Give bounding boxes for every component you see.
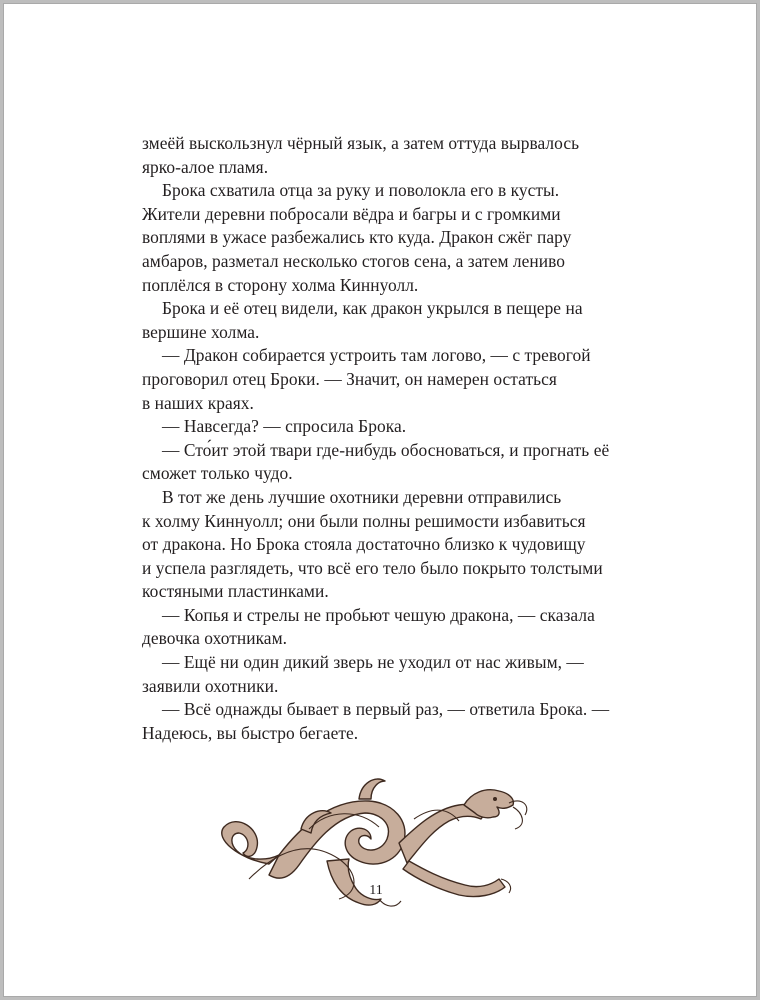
- text-line: девочка охотникам.: [142, 628, 288, 649]
- text-line: В тот же день лучшие охотники деревни отправились: [162, 486, 562, 507]
- text-line: Брока и её отец видели, как дракон укрылся в пещере на: [162, 298, 583, 319]
- text-line: — Всё однажды бывает в первый раз, — ответила Брока. —: [162, 699, 610, 720]
- text-line: Надеюсь, вы быстро бегаете.: [142, 722, 359, 743]
- text-line: заявили охотники.: [142, 675, 279, 696]
- text-line: — Сто́ит этой твари где-нибудь обосноваться, и прогнать её: [162, 439, 610, 460]
- text-line: и успела разглядеть, что всё его тело было покрыто толстыми: [142, 557, 603, 578]
- text-line: от дракона. Но Брока стояла достаточно близко к чудовищу: [142, 534, 586, 555]
- text-line: — Копья и стрелы не пробьют чешую дракона, — сказала: [162, 604, 595, 625]
- text-line: змеёй выскользнул чёрный язык, а затем оттуда вырвалось: [142, 133, 580, 153]
- text-line: сможет только чудо.: [142, 463, 293, 484]
- text-line: Брока схватила отца за руку и поволокла его в кусты.: [162, 180, 560, 201]
- text-line: проговорил отец Броки. — Значит, он намерен остаться: [142, 368, 557, 389]
- text-line: поплёлся в сторону холма Киннуолл.: [142, 274, 419, 295]
- text-line: — Навсегда? — спросила Брока.: [162, 416, 407, 437]
- text-line: костяными пластинками.: [142, 581, 329, 602]
- text-line: в наших краях.: [142, 392, 254, 413]
- book-page: [3, 3, 757, 997]
- text-line: к холму Киннуолл; они были полны решимости избавиться: [142, 510, 586, 531]
- text-line: вершине холма.: [142, 321, 260, 342]
- text-line: ярко-алое пламя.: [142, 156, 269, 177]
- text-line: воплями в ужасе разбежались кто куда. Дракон сжёг пару: [142, 227, 572, 248]
- page-number: 11: [369, 883, 383, 898]
- text-line: Жители деревни побросали вёдра и багры и с громкими: [142, 203, 561, 224]
- text-line: — Дракон собирается устроить там логово, — с тревогой: [162, 345, 591, 366]
- text-line: — Ещё ни один дикий зверь не уходил от нас живым, —: [162, 652, 584, 673]
- story-text: [142, 132, 622, 745]
- text-line: амбаров, разметал несколько стогов сена, а затем лениво: [142, 250, 566, 271]
